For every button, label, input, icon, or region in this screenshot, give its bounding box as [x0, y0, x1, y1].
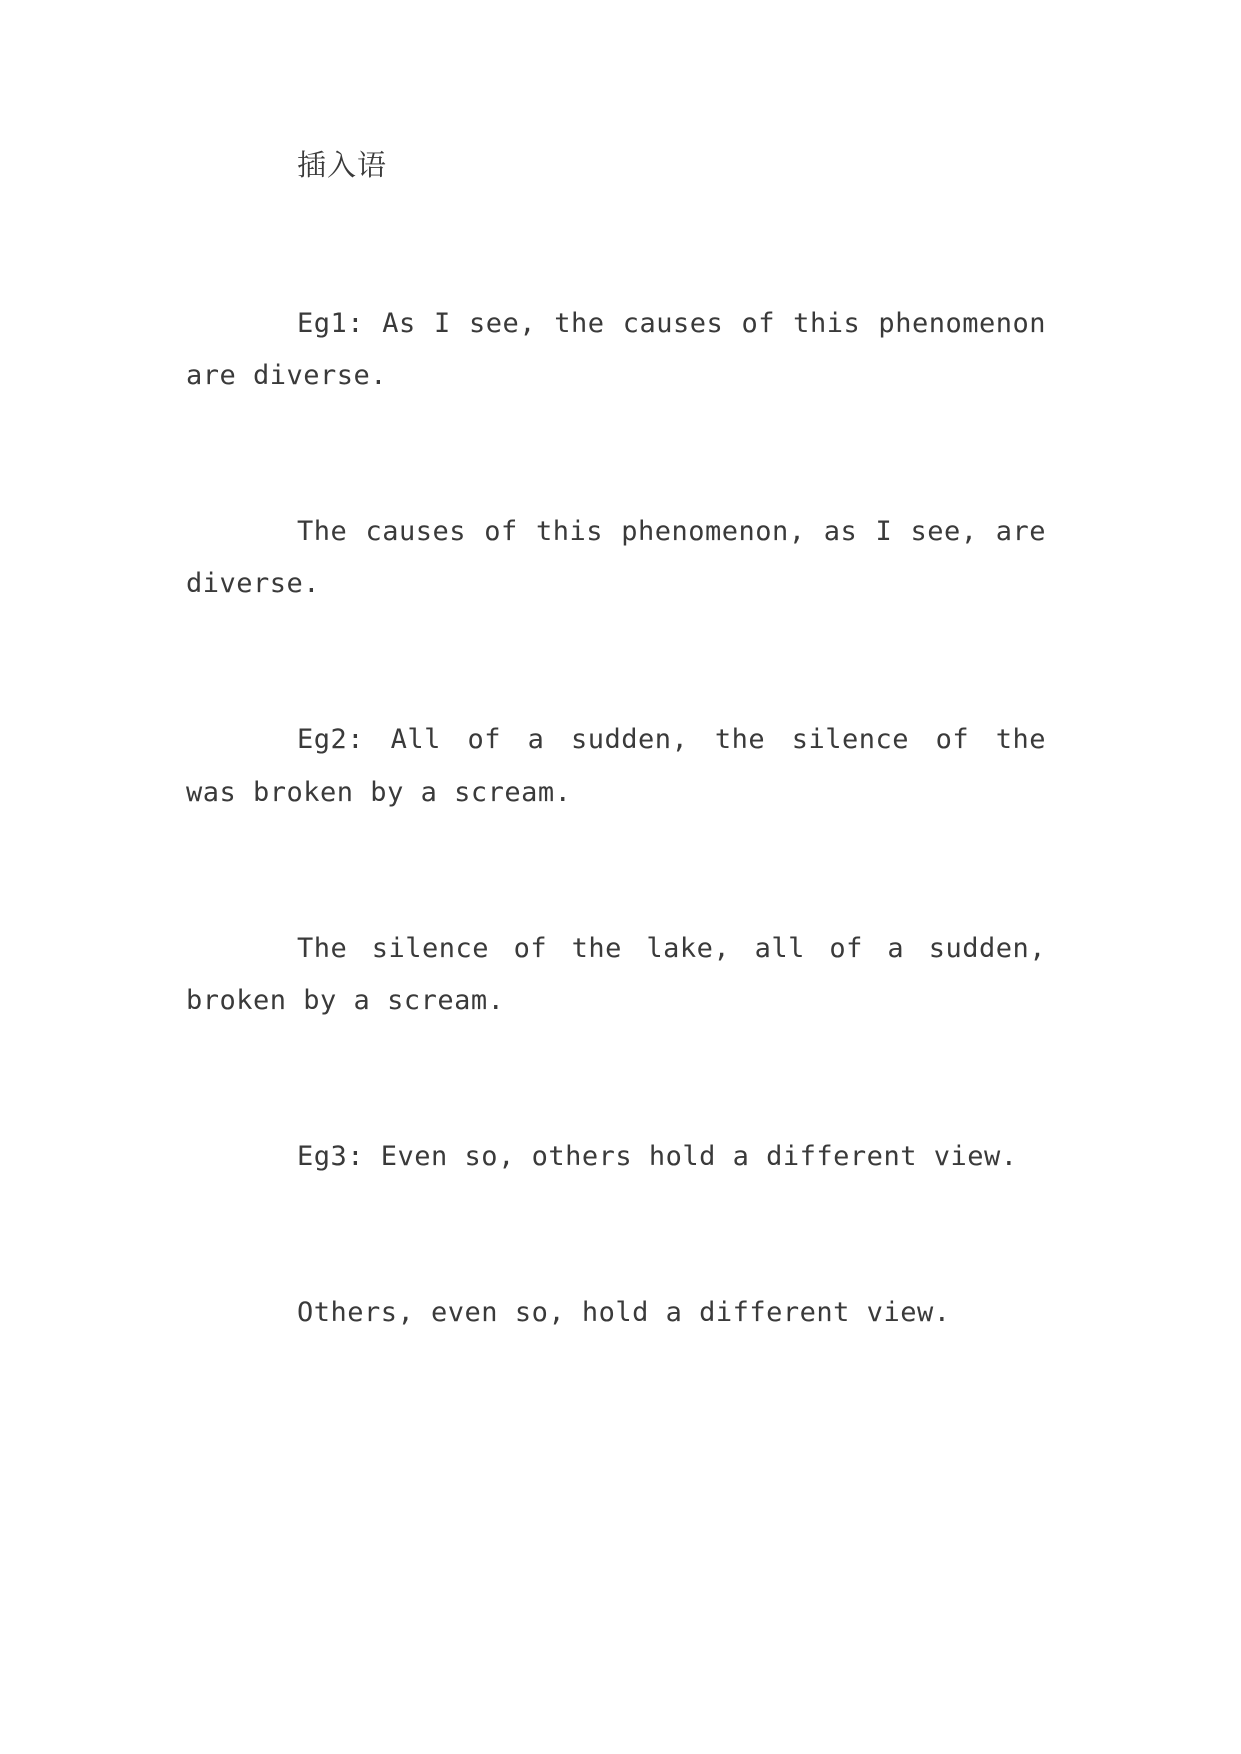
example-1-sentence-b-line-2: diverse.	[186, 568, 321, 599]
example-2-sentence-a-line-2: was broken by a scream.	[186, 777, 572, 808]
section-heading: 插入语	[297, 148, 388, 182]
example-2-sentence-b-line-1: The silence of the lake, all of a sudden,	[297, 933, 1046, 964]
example-3-sentence-b-line-1: Others, even so, hold a different view.	[297, 1297, 951, 1328]
example-1-sentence-b-line-1: The causes of this phenomenon, as I see, are	[297, 516, 1046, 547]
example-2-sentence-a-line-1: Eg2: All of a sudden, the silence of the	[297, 724, 1046, 755]
example-1-sentence-a-line-1: Eg1: As I see, the causes of this phenomenon	[297, 308, 1046, 339]
example-2-sentence-b-line-2: broken by a scream.	[186, 985, 505, 1016]
example-1-sentence-a-line-2: are diverse.	[186, 360, 388, 391]
example-3-sentence-a-line-1: Eg3: Even so, others hold a different view.	[297, 1141, 1018, 1172]
